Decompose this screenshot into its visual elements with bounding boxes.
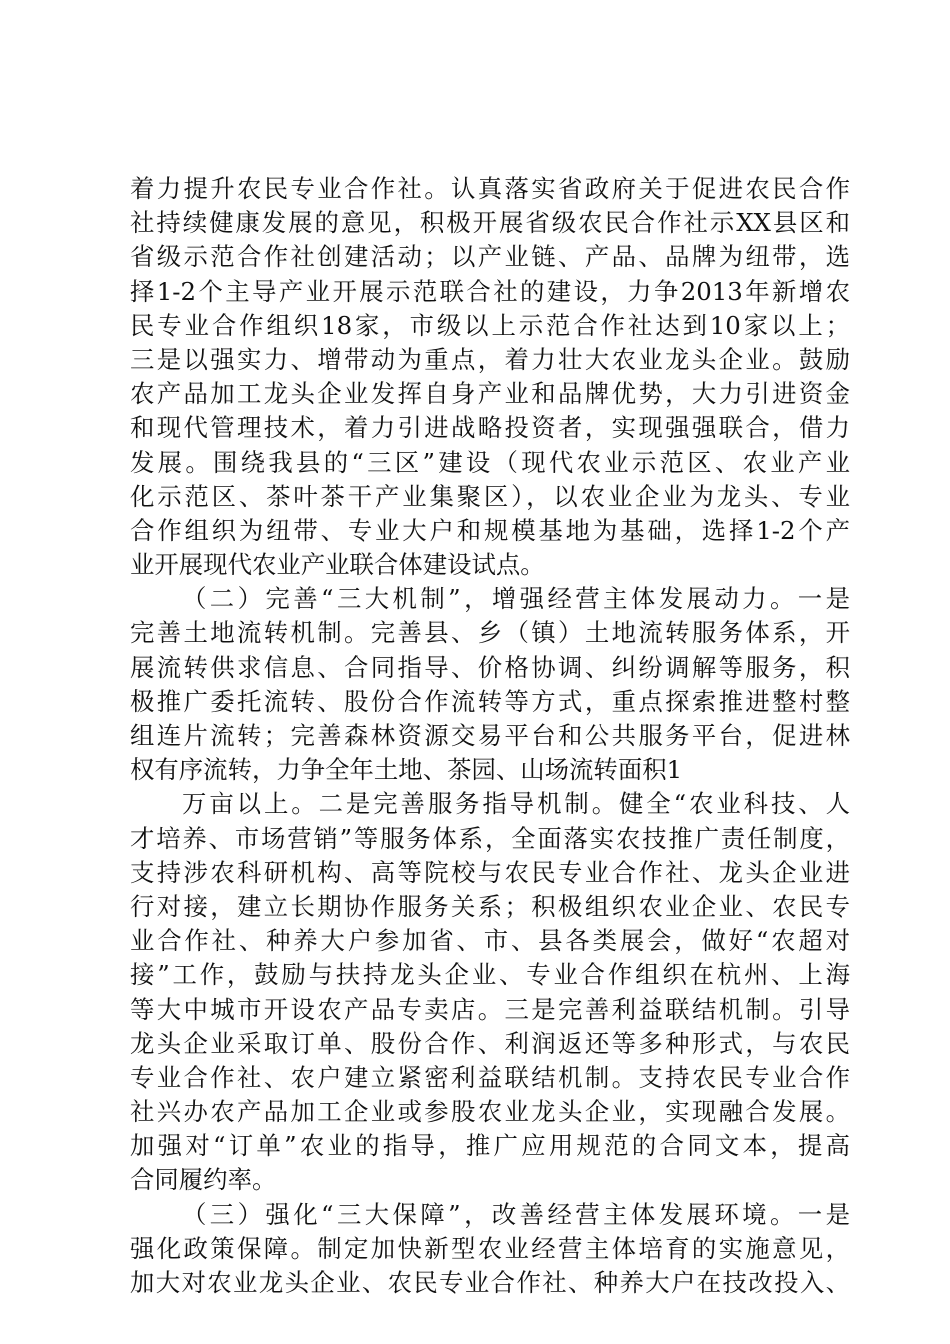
- text-line: 和现代管理技术，着力引进战略投资者，实现强强联合，借力: [130, 413, 850, 443]
- text-line: 行对接，建立长期协作服务关系；积极组织农业企业、农民专: [130, 891, 850, 921]
- text-line: 业合作社、种养大户参加省、市、县各类展会，做好“农超对: [130, 926, 850, 956]
- text-line: 加大对农业龙头企业、农民专业合作社、种养大户在技改投入、: [130, 1268, 850, 1297]
- text-line: （二）完善“三大机制”，增强经营主体发展动力。一是: [182, 584, 850, 614]
- text-line: （三）强化“三大保障”，改善经营主体发展环境。一是: [182, 1199, 850, 1229]
- text-line: 着力提升农民专业合作社。认真落实省政府关于促进农民合作: [130, 174, 850, 203]
- text-line: 权有序流转，力争全年土地、茶园、山场流转面积1: [130, 755, 683, 785]
- text-line: 省级示范合作社创建活动；以产业链、产品、品牌为纽带，选: [130, 242, 850, 272]
- text-line: 龙头企业采取订单、股份合作、利润返还等多种形式，与农民: [130, 1028, 850, 1058]
- text-line: 业开展现代农业产业联合体建设试点。: [130, 550, 545, 580]
- text-line: 展流转供求信息、合同指导、价格协调、纠纷调解等服务，积: [130, 652, 850, 682]
- text-line: 化示范区、茶叶茶干产业集聚区），以农业企业为龙头、专业: [130, 481, 850, 511]
- text-line: 发展。围绕我县的“三区”建设（现代农业示范区、农业产业: [130, 447, 850, 477]
- text-line: 三是以强实力、增带动为重点，着力壮大农业龙头企业。鼓励: [130, 344, 850, 374]
- text-line: 万亩以上。二是完善服务指导机制。健全“农业科技、人: [182, 789, 850, 819]
- text-line: 才培养、市场营销”等服务体系，全面落实农技推广责任制度，: [130, 823, 850, 853]
- text-line: 强化政策保障。制定加快新型农业经营主体培育的实施意见，: [130, 1233, 850, 1263]
- text-line: 合同履约率。: [130, 1165, 277, 1195]
- text-line: 民专业合作组织18家，市级以上示范合作社达到10家以上；: [130, 310, 850, 340]
- text-line: 极推广委托流转、股份合作流转等方式，重点探索推进整村整: [130, 686, 850, 716]
- text-line: 择1-2个主导产业开展示范联合社的建设，力争2013年新增农: [130, 276, 850, 306]
- text-line: 组连片流转；完善森林资源交易平台和公共服务平台，促进林: [130, 721, 850, 750]
- text-line: 农产品加工龙头企业发挥自身产业和品牌优势，大力引进资金: [130, 379, 850, 409]
- body-text: [130, 172, 850, 1300]
- text-line: 加强对“订单”农业的指导，推广应用规范的合同文本，提高: [130, 1131, 850, 1161]
- text-line: 专业合作社、农户建立紧密利益联结机制。支持农民专业合作: [130, 1062, 850, 1092]
- text-line: 支持涉农科研机构、高等院校与农民专业合作社、龙头企业进: [130, 857, 850, 887]
- text-line: 合作组织为纽带、专业大户和规模基地为基础，选择1-2个产: [130, 515, 850, 545]
- text-line: 社持续健康发展的意见，积极开展省级农民合作社示XX县区和: [130, 208, 850, 238]
- text-line: 完善土地流转机制。完善县、乡（镇）土地流转服务体系，开: [130, 618, 850, 648]
- text-line: 等大中城市开设农产品专卖店。三是完善利益联结机制。引导: [130, 994, 850, 1024]
- text-line: 社兴办农产品加工企业或参股农业龙头企业，实现融合发展。: [130, 1097, 850, 1127]
- text-line: 接”工作，鼓励与扶持龙头企业、专业合作组织在杭州、上海: [130, 960, 850, 990]
